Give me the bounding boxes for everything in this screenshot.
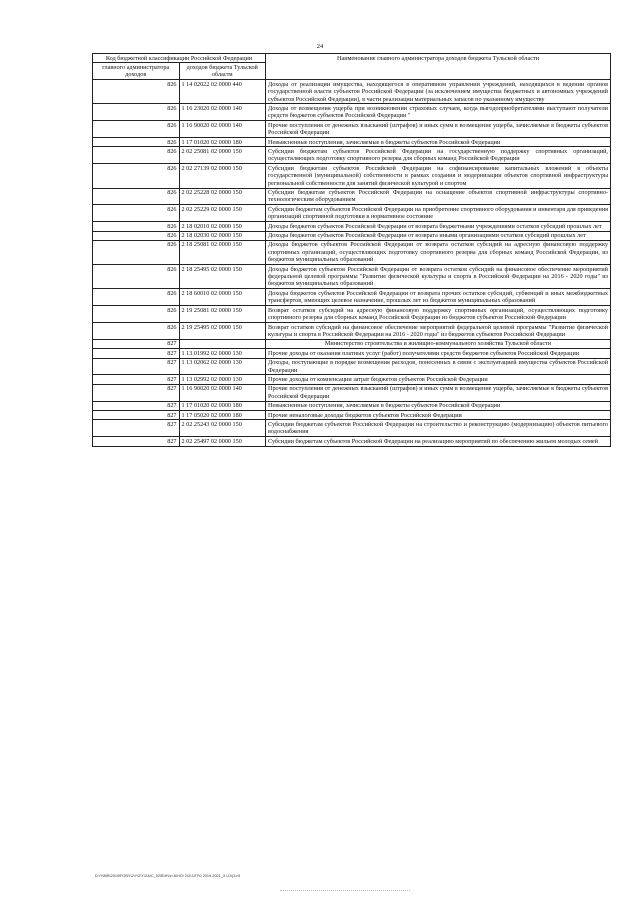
income-description: Доходы бюджетов субъектов Российской Федерации от возврата бюджетными учреждениями остатков субсидий прошлых лет: [266, 222, 611, 231]
header-name: Наименование главного администратора доходов бюджета Тульской области: [266, 54, 611, 80]
income-code: 2 19 25081 02 0000 150: [179, 306, 266, 323]
administrator-title: Министерство строительства и жилищно-коммунального хозяйства Тульской области: [266, 339, 611, 348]
income-code: 1 13 02062 02 0000 130: [179, 358, 266, 375]
table-header-row: [93, 54, 611, 63]
income-description: Доходы бюджетов субъектов Российской Федерации от возврата иными организациями остатков субсидий прошлых лет: [266, 231, 611, 240]
admin-code: 826: [93, 188, 180, 205]
income-description: Прочие доходы от компенсации затрат бюджетов субъектов Российской Федерации: [266, 375, 611, 384]
income-code: 2 18 02030 02 0000 150: [179, 231, 266, 240]
admin-code: 826: [93, 231, 180, 240]
table-row: [93, 104, 611, 121]
table-row: [93, 375, 611, 384]
income-description: Доходы бюджетов субъектов Российской Федерации от возврата прочих остатков субсидий, субвенций и иных межбюджетных трансфертов, имеющих целевое назначение, прошлых лет из бюджетов муниципальных образований: [266, 289, 611, 306]
table-row: [93, 265, 611, 289]
income-code: 1 14 02022 02 0000 440: [179, 80, 266, 104]
income-code: [179, 339, 266, 348]
income-description: Доходы от возмещения ущерба при возникновении страховых случаев, когда выгодоприобретателями выступают получатели средств бюджетов субъектов Российской Федерации ": [266, 104, 611, 121]
table-row: [93, 323, 611, 340]
income-code: 1 17 01020 02 0000 180: [179, 138, 266, 147]
admin-code: 826: [93, 289, 180, 306]
income-description: Доходы бюджетов субъектов Российской Федерации от возврата остатков субсидий на адресную финансовую поддержку спортивных организаций, осуществляющих подготовку спортивного резерва для сборных команд Российской Федерации, из бюджетов муниципальных образований: [266, 240, 611, 264]
admin-code: 826: [93, 138, 180, 147]
income-codes-table: [92, 53, 611, 447]
admin-code: 827: [93, 358, 180, 375]
income-description: Субсидии бюджетам субъектов Российской Федерации на строительство и реконструкцию (модернизацию) объектов питьевого водоснабжения: [266, 420, 611, 437]
income-description: Доходы от реализации имущества, находящегося в оперативном управлении учреждений, находящихся в ведении органов государственной власти субъектов Российской Федерации (за исключением имущества бюджетных и автономных учреждений субъектов Российской Федерации), в части реализации материальных запасов по указанному имуществу: [266, 80, 611, 104]
income-code: 1 13 01992 02 0000 130: [179, 349, 266, 358]
header-admin: главного администратора доходов: [93, 63, 180, 80]
income-code: 2 18 25081 02 0000 150: [179, 240, 266, 264]
income-description: Доходы бюджетов субъектов Российской Федерации от возврата остатков субсидий на финансовое обеспечение мероприятий федеральной целевой программы "Развитие физической культуры и спорта в Российской Федерации на 2016 - 2020 годы" из бюджетов муниципальных образований: [266, 265, 611, 289]
table-row: [93, 121, 611, 138]
admin-code: 826: [93, 147, 180, 164]
admin-code: 827: [93, 384, 180, 401]
admin-code: 826: [93, 265, 180, 289]
income-description: Невыясненные поступления, зачисляемые в бюджеты субъектов Российской Федерации: [266, 138, 611, 147]
income-description: Возврат остатков субсидий на финансовое обеспечение мероприятий федеральной целевой программы "Развитие физической культуры и спорта в Российской Федерации на 2016 - 2020 годы" из бюджетов субъектов Российской Федерации: [266, 323, 611, 340]
table-row: [93, 240, 611, 264]
income-description: Субсидии бюджетам субъектов Российской Федерации на софинансирование капитальных вложений в объекты государственной (муниципальной) собственности в рамках создания и модернизации объектов спортивной инфраструктуры региональной собственности для занятий физической культурой и спортом: [266, 164, 611, 188]
income-description: Доходы, поступающие в порядке возмещения расходов, понесенных в связи с эксплуатацией имущества субъектов Российской Федерации: [266, 358, 611, 375]
admin-code: 826: [93, 104, 180, 121]
admin-code: 826: [93, 222, 180, 231]
admin-code: 826: [93, 323, 180, 340]
income-description: Субсидии бюджетам субъектов Российской Федерации на оснащение объектов спортивной инфраструктуры спортивно-технологическим оборудованием: [266, 188, 611, 205]
admin-code: 827: [93, 339, 180, 348]
table-row: [93, 164, 611, 188]
admin-code: 826: [93, 80, 180, 104]
table-row: [93, 205, 611, 222]
income-code: 2 02 25497 02 0000 150: [179, 437, 266, 446]
table-row: [93, 222, 611, 231]
header-code-group: Код бюджетной классификации Российской Федерации: [93, 54, 266, 63]
table-row: [93, 349, 611, 358]
income-code: 1 16 90020 02 0000 140: [179, 384, 266, 401]
income-code: 2 18 60010 02 0000 150: [179, 289, 266, 306]
income-description: Прочие поступления от денежных взысканий (штрафов) и иных сумм в возмещение ущерба, зачисляемые в бюджеты субъектов Российской Федерации: [266, 384, 611, 401]
table-row: [93, 138, 611, 147]
income-description: Субсидии бюджетам субъектов Российской Федерации на государственную поддержку спортивных организаций, осуществляющих подготовку спортивного резерва для сборных команд Российской Федерации: [266, 147, 611, 164]
table-row: [93, 437, 611, 446]
footer-file-path: D:\Y\B\B\2019\FOBY\2\Y\2\Y\ZA\C_02\B\H\hr\.6\HO\ 2\2\JJ\T\0 2019-2021_3 \JJ\(3.rtf: [95, 874, 240, 878]
income-code: 1 17 01020 02 0000 180: [179, 401, 266, 410]
income-code: 1 16 23020 02 0000 140: [179, 104, 266, 121]
income-description: Невыясненные поступления, зачисляемые в бюджеты субъектов Российской Федерации: [266, 401, 611, 410]
income-code: 2 18 25495 02 0000 150: [179, 265, 266, 289]
page-number: 24: [316, 43, 324, 50]
admin-code: 827: [93, 375, 180, 384]
income-code: 2 18 02010 02 0000 150: [179, 222, 266, 231]
income-code: 1 17 05020 02 0000 180: [179, 411, 266, 420]
table-row: [93, 306, 611, 323]
admin-code: 827: [93, 411, 180, 420]
income-code: 2 02 27139 02 0000 150: [179, 164, 266, 188]
table-row: [93, 401, 611, 410]
table-row: [93, 231, 611, 240]
income-description: Субсидии бюджетам субъектов Российской Федерации на приобретение спортивного оборудования и инвентаря для приведения организаций спортивной подготовки в нормативное состояние: [266, 205, 611, 222]
admin-code: 826: [93, 240, 180, 264]
table-row: [93, 384, 611, 401]
income-code: 1 13 02992 02 0000 130: [179, 375, 266, 384]
income-code: 1 16 90020 02 0000 140: [179, 121, 266, 138]
admin-code: 826: [93, 205, 180, 222]
income-code: 2 02 25243 02 0000 150: [179, 420, 266, 437]
admin-code: 827: [93, 420, 180, 437]
section-title-row: [93, 339, 611, 348]
admin-code: 826: [93, 164, 180, 188]
table-row: [93, 147, 611, 164]
income-description: Прочие доходы от оказания платных услуг (работ) получателями средств бюджетов субъектов Российской Федерации: [266, 349, 611, 358]
table-row: [93, 289, 611, 306]
scan-mark: [280, 890, 410, 891]
income-description: Прочие поступления от денежных взысканий (штрафов) и иных сумм в возмещение ущерба, зачисляемые в бюджеты субъектов Российской Федерации: [266, 121, 611, 138]
income-code: 2 19 25495 02 0000 150: [179, 323, 266, 340]
income-code: 2 02 25228 02 0000 150: [179, 188, 266, 205]
admin-code: 827: [93, 401, 180, 410]
table-row: [93, 188, 611, 205]
table-row: [93, 358, 611, 375]
header-income: доходов бюджета Тульской области: [179, 63, 266, 80]
income-description: Возврат остатков субсидий на адресную финансовую поддержку спортивных организаций, осуществляющих подготовку спортивного резерва для сборных команд Российской Федерации из бюджетов субъектов Российской Федерации: [266, 306, 611, 323]
income-code: 2 02 25229 02 0000 150: [179, 205, 266, 222]
table-row: [93, 80, 611, 104]
table-row: [93, 411, 611, 420]
income-code: 2 02 25081 02 0000 150: [179, 147, 266, 164]
admin-code: 826: [93, 306, 180, 323]
admin-code: 826: [93, 121, 180, 138]
admin-code: 827: [93, 437, 180, 446]
table-row: [93, 420, 611, 437]
admin-code: 827: [93, 349, 180, 358]
income-description: Прочие неналоговые доходы бюджетов субъектов Российской Федерации: [266, 411, 611, 420]
income-description: Субсидии бюджетам субъектов Российской Федерации на реализацию мероприятий по обеспечению жильем молодых семей: [266, 437, 611, 446]
